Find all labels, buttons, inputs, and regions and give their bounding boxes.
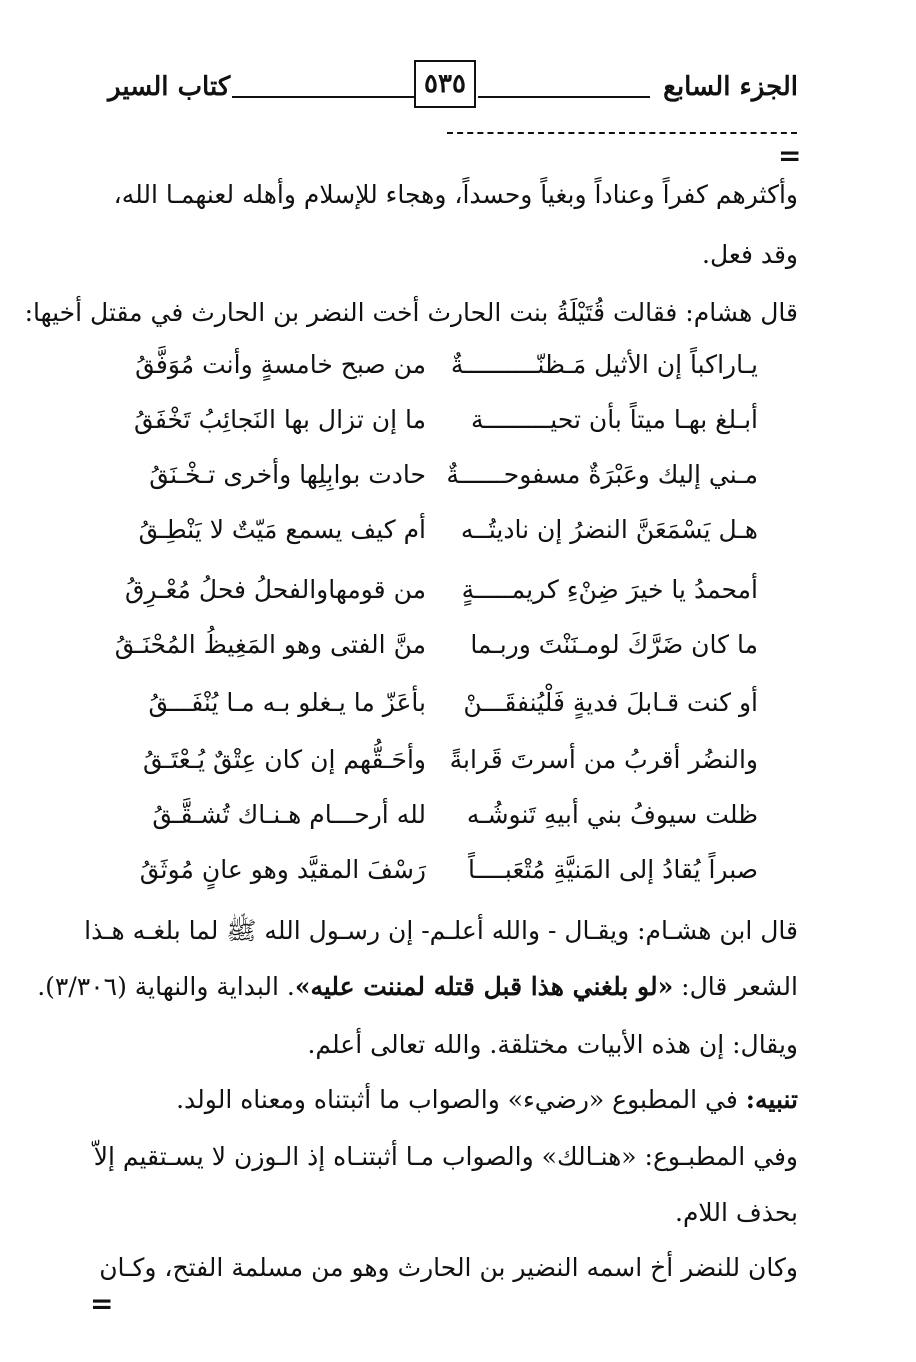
narration-intro: قال هشام: فقالت قُتَيْلَةُ بنت الحارث أخت النضر بن الحارث في مقتل أخيها: xyxy=(24,298,798,327)
verse-5-first: أمحمدُ يا خيرَ ضِنْءِ كريمـــــةٍ xyxy=(461,575,758,604)
verse-5-second: من قومهاوالفحلُ فحلُ مُعْـرِقُ xyxy=(124,575,426,604)
note-line-1 xyxy=(118,1085,798,1114)
verse-10-first: صبراً يُقادُ إلى المَنيَّةِ مُتْعَبــــاً xyxy=(467,855,758,884)
book-title: كتاب السير xyxy=(108,72,231,102)
header-rule-left xyxy=(232,96,414,98)
hadith-line-2 xyxy=(37,972,798,1001)
hadith-line-2-pre: الشعر قال: xyxy=(673,972,798,1001)
verse-1-first: يـاراكباً إن الأثيل مَـظنّــــــــــةٌ xyxy=(450,350,758,379)
note-line-2: وفي المطبـوع: «هنـالك» والصواب مـا أثبتنـاه إذ الـوزن لا يسـتقيم إلاّ xyxy=(93,1142,798,1171)
verse-4-first: هـل يَسْمَعَنَّ النضرُ إن ناديتُــه xyxy=(460,515,758,544)
header-rule-right xyxy=(478,96,650,98)
verse-8-first: والنضُر أقربُ من أسرتَ قَرابةً xyxy=(449,745,758,774)
verse-6-first: ما كان ضَرَّكَ لومـنَنْتَ وربـما xyxy=(470,630,758,659)
continuation-mark-top: = xyxy=(778,139,802,172)
verse-6-second: منَّ الفتى وهو المَغِيظُ المُحْنَـقُ xyxy=(114,630,426,659)
paragraph-line-1: وأكثرهم كفراً وعناداً وبغياً وحسداً، وهجاء للإسلام وأهله لعنهمـا الله، xyxy=(113,180,798,209)
verse-9-first: ظلت سيوفُ بني أبيهِ تَنوشُـه xyxy=(466,800,758,829)
verse-3-second: حادت بوابِلِها وأخرى تـخْـنَقُ xyxy=(149,460,426,489)
page-number: ٥٣٥ xyxy=(414,60,476,108)
verse-10-second: رَسْفَ المقيَّد وهو عانٍ مُوثَقُ xyxy=(139,855,426,884)
header-dashed-rule xyxy=(447,132,797,134)
paragraph-line-2: وقد فعل. xyxy=(702,240,798,269)
verse-8-second: وأحَـقُّهم إن كان عِتْقٌ يُـعْتَـقُ xyxy=(143,745,426,774)
verse-7-first: أو كنت قـابلَ فديةٍ فَلْيُنفقَـــنْ xyxy=(463,688,758,717)
verse-7-second: بأعَزّ ما يـغلو بـه مـا يُنْفَـــقُ xyxy=(148,688,426,717)
note-label: تنبيه: xyxy=(745,1085,798,1114)
verse-1-second: من صبح خامسةٍ وأنت مُوَفَّقُ xyxy=(135,350,426,379)
volume-label: الجزء السابع xyxy=(663,72,798,102)
verse-2-first: أبـلغ بهـا ميتاً بأن تحيـــــــــة xyxy=(470,405,758,434)
note-text: في المطبوع «رضيء» والصواب ما أثبتناه ومعناه الولد. xyxy=(176,1085,746,1114)
verse-4-second: أم كيف يسمع مَيّتٌ لا يَنْطِـقُ xyxy=(138,515,426,544)
note-line-3: بحذف اللام. xyxy=(675,1198,798,1227)
verse-3-first: مـني إليك وعَبْرَةٌ مسفوحــــــةٌ xyxy=(446,460,758,489)
quoted-statement: «لو بلغني هذا قبل قتله لمننت عليه» xyxy=(294,972,674,1001)
verse-2-second: ما إن تزال بها النَجائِبُ تَخْفَقُ xyxy=(134,405,426,434)
authenticity-note: ويقال: إن هذه الأبيات مختلقة. والله تعالى أعلم. xyxy=(307,1030,798,1059)
continuation-mark-bottom: = xyxy=(90,1287,114,1320)
verse-9-second: لله أرحـــام هـنـاك تُشـقَّـقُ xyxy=(152,800,426,829)
paragraph-last: وكان للنضر أخ اسمه النضير بن الحارث وهو من مسلمة الفتح، وكـان xyxy=(99,1253,798,1282)
reference-citation: . البداية والنهاية (٣/٣٠٦). xyxy=(37,972,295,1001)
hadith-line-1: قال ابن هشـام: ويقـال - والله أعلـم- إن رسـول الله ﷺ لما بلغـه هـذا xyxy=(84,916,798,945)
